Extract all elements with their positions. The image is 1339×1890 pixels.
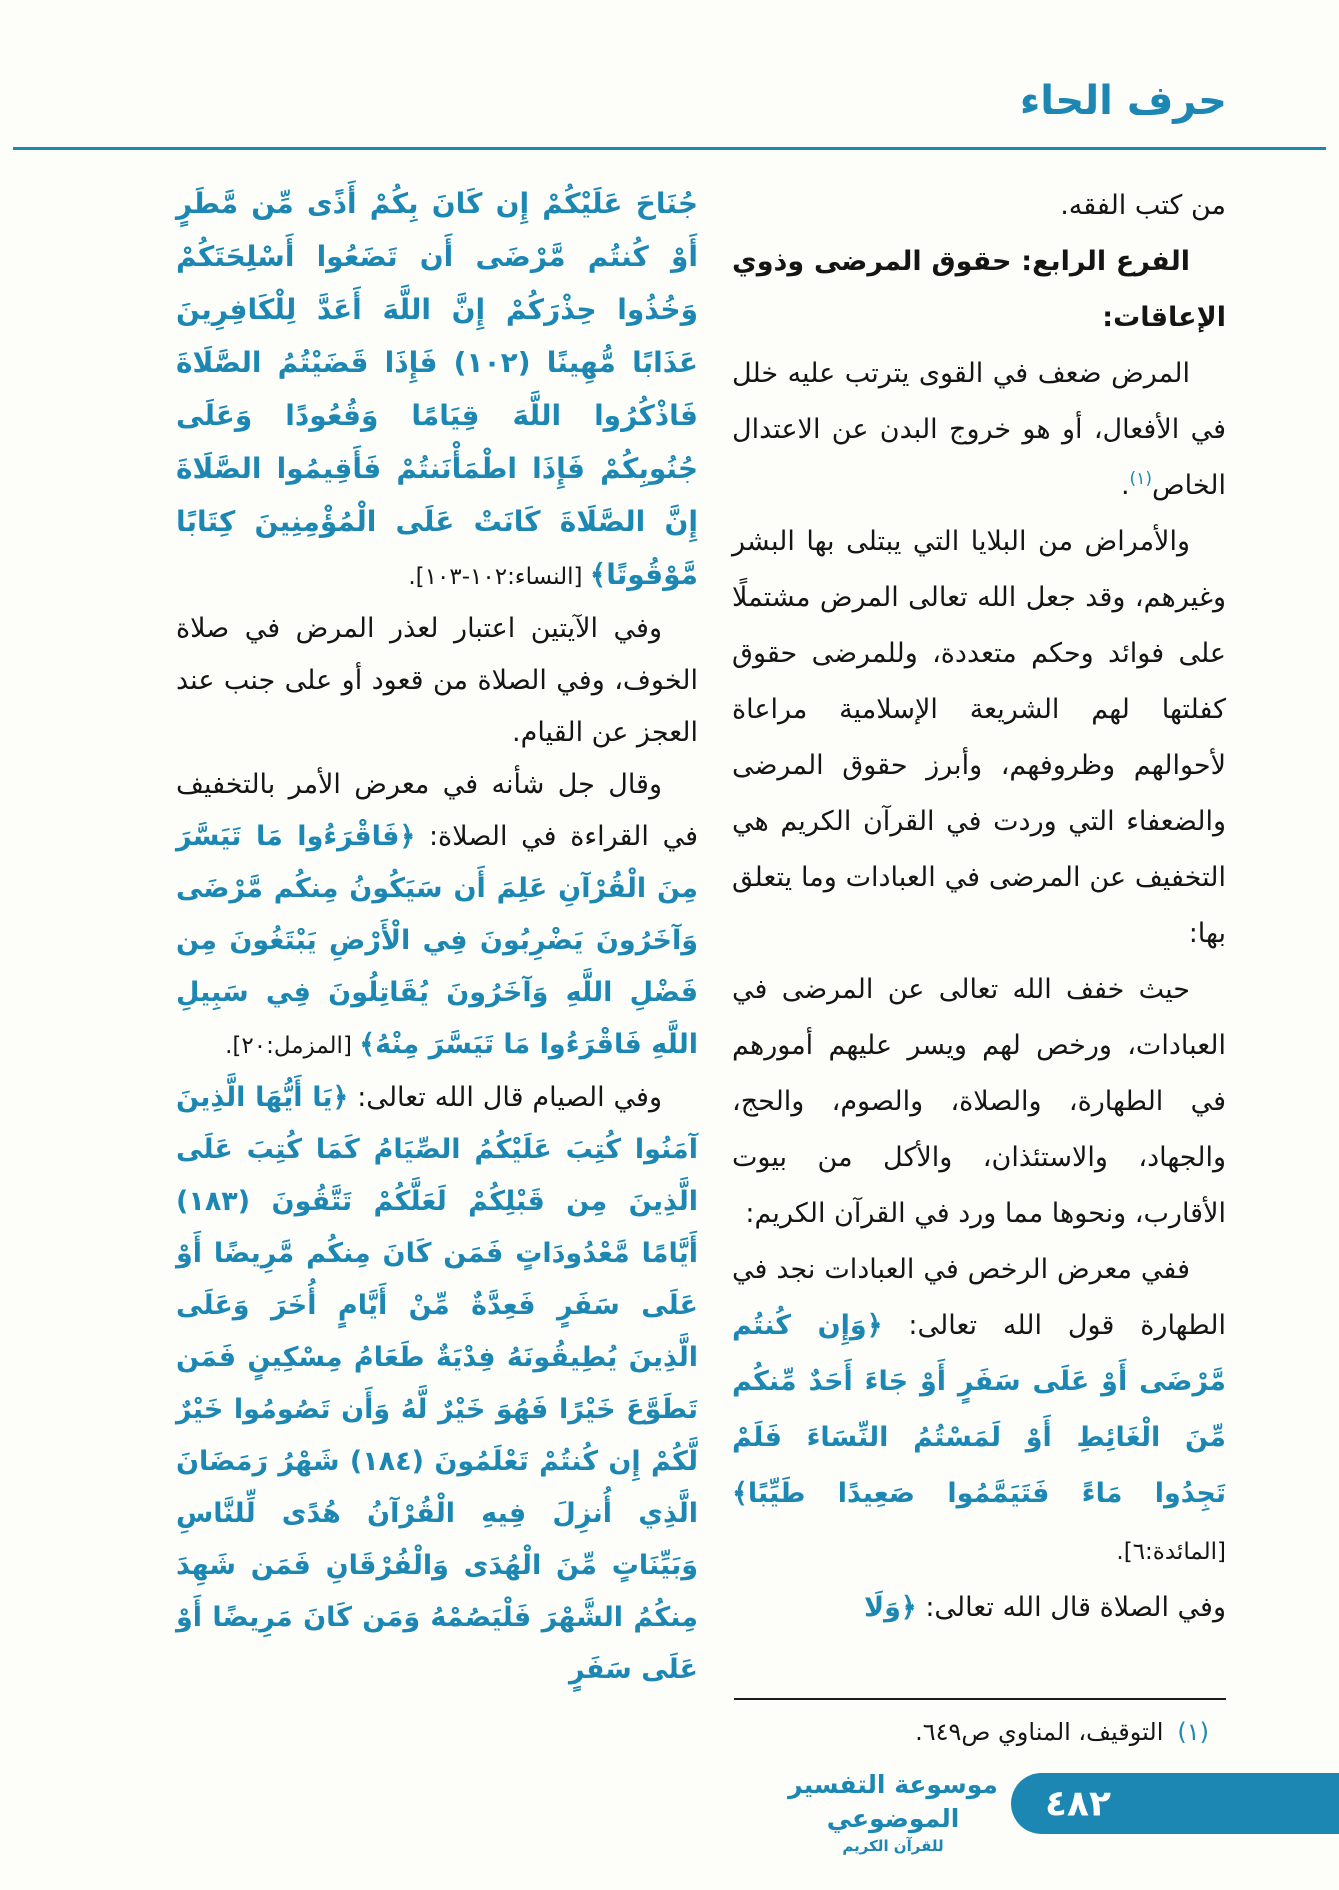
quran-verse: ﴿وَإِن كُنتُم مَّرْضَى أَوْ عَلَى سَفَرٍ أَوْ جَاءَ أَحَدٌ مِّنكُم مِّنَ الْغَائِطِ أَوْ لَمَسْتُمُ النِّسَاءَ فَلَمْ تَجِدُوا مَاءً فَتَيَمَّمُوا صَعِيدًا طَيِّبًا﴾: [732, 1310, 1226, 1509]
publisher-logo-subtitle: للقرآن الكريم: [842, 1837, 944, 1855]
paragraph: [732, 514, 1226, 962]
quran-verse: ﴿فَاقْرَءُوا مَا تَيَسَّرَ مِنَ الْقُرْآنِ عَلِمَ أَن سَيَكُونُ مِنكُم مَّرْضَى وَآخَرُونَ يَضْرِبُونَ فِي الْأَرْضِ يَبْتَغُونَ مِن فَضْلِ اللَّهِ وَآخَرُونَ يُقَاتِلُونَ فِي سَبِيلِ اللَّهِ فَاقْرَءُوا مَا تَيَسَّرَ مِنْهُ﴾: [176, 821, 698, 1060]
header-divider-line: [13, 147, 1326, 150]
publisher-logo-title: موسوعة التفسير الموضوعي: [788, 1770, 998, 1833]
quran-verse: ﴿يَا أَيُّهَا الَّذِينَ آمَنُوا كُتِبَ عَلَيْكُمُ الصِّيَامُ كَمَا كُتِبَ عَلَى الَّذِينَ مِن قَبْلِكُمْ لَعَلَّكُمْ تَتَّقُونَ (١٨٣) أَيَّامًا مَّعْدُودَاتٍ فَمَن كَانَ مِنكُم مَّرِيضًا أَوْ عَلَى سَفَرٍ فَعِدَّةٌ مِّنْ أَيَّامٍ أُخَرَ وَعَلَى الَّذِينَ يُطِيقُونَهُ فِدْيَةٌ طَعَامُ مِسْكِينٍ فَمَن تَطَوَّعَ خَيْرًا فَهُوَ خَيْرٌ لَّهُ وَأَن تَصُومُوا خَيْرٌ لَّكُمْ إِن كُنتُمْ تَعْلَمُونَ (١٨٤) شَهْرُ رَمَضَانَ الَّذِي أُنزِلَ فِيهِ الْقُرْآنُ هُدًى لِّلنَّاسِ وَبَيِّنَاتٍ مِّنَ الْهُدَى وَالْفُرْقَانِ فَمَن شَهِدَ مِنكُمُ الشَّهْرَ فَلْيَصُمْهُ وَمَن كَانَ مَرِيضًا أَوْ عَلَى سَفَرٍ: [176, 1082, 698, 1685]
body-text: وفي الصيام قال الله تعالى:: [348, 1082, 662, 1113]
body-text: وفي الصلاة قال الله تعالى:: [916, 1592, 1226, 1623]
paragraph: [176, 603, 698, 759]
body-text: وقال جل شأنه في معرض الأمر بالتخفيف في القراءة في الصلاة:: [176, 769, 698, 852]
main-column-left: [176, 178, 698, 1696]
main-column-right: [732, 178, 1226, 1636]
heading-text: الفرع الرابع: حقوق المرضى وذوي الإعاقات:: [732, 246, 1226, 333]
body-text: والأمراض من البلايا التي يبتلى بها البشر وغيرهم، وقد جعل الله تعالى المرض مشتملًا على فوائد وحكم متعددة، وللمرضى حقوق كفلتها لهم الشريعة الإسلامية مراعاة لأحوالهم وظروفهم، وأبرز حقوق المرضى والضعفاء التي وردت في القرآن الكريم هي التخفيف عن المرضى في العبادات وما يتعلق بها:: [732, 526, 1226, 949]
body-text: من كتب الفقه.: [1060, 190, 1226, 221]
footnote-text: التوقيف، المناوي ص٦٤٩.: [915, 1718, 1164, 1746]
verse-reference: [المزمل:٢٠].: [225, 1033, 360, 1059]
chapter-title: حرف الحاء: [1019, 78, 1227, 124]
publisher-logo: [783, 1768, 1003, 1856]
section-heading: [732, 234, 1226, 346]
quran-passage: [176, 178, 698, 603]
page-number-badge: [1011, 1773, 1339, 1834]
body-text: وفي الآيتين اعتبار لعذر المرض في صلاة الخوف، وفي الصلاة من قعود أو على جنب عند العجز عن القيام.: [176, 613, 698, 748]
footnote: [731, 1712, 1209, 1752]
paragraph: [732, 962, 1226, 1242]
quran-verse: ﴿وَلَا: [864, 1592, 917, 1623]
verse-reference: [النساء:١٠٢-١٠٣].: [408, 564, 590, 590]
body-text: .: [1120, 470, 1130, 501]
footnote-separator-line: [734, 1698, 1226, 1700]
paragraph: [732, 178, 1226, 234]
paragraph: [732, 1580, 1226, 1636]
paragraph: [732, 346, 1226, 514]
body-text: المرض ضعف في القوى يترتب عليه خلل في الأفعال، أو هو خروج البدن عن الاعتدال الخاص: [732, 358, 1226, 501]
quran-verse: جُنَاحَ عَلَيْكُمْ إِن كَانَ بِكُمْ أَذًى مِّن مَّطَرٍ أَوْ كُنتُم مَّرْضَى أَن تَضَعُوا أَسْلِحَتَكُمْ وَخُذُوا حِذْرَكُمْ إِنَّ اللَّهَ أَعَدَّ لِلْكَافِرِينَ عَذَابًا مُّهِينًا (١٠٢) فَإِذَا قَضَيْتُمُ الصَّلَاةَ فَاذْكُرُوا اللَّهَ قِيَامًا وَقُعُودًا وَعَلَى جُنُوبِكُمْ فَإِذَا اطْمَأْنَنتُمْ فَأَقِيمُوا الصَّلَاةَ إِنَّ الصَّلَاةَ كَانَتْ عَلَى الْمُؤْمِنِينَ كِتَابًا مَّوْقُوتًا﴾: [176, 187, 698, 591]
body-text: حيث خفف الله تعالى عن المرضى في العبادات، ورخص لهم ويسر عليهم أمورهم في الطهارة، والصلاة، والصوم، والحج، والجهاد، والاستئذان، والأكل من بيوت الأقارب، ونحوها مما ورد في القرآن الكريم:: [732, 974, 1226, 1229]
paragraph: [176, 1072, 698, 1696]
page-number: ٤٨٢: [1045, 1783, 1111, 1824]
body-text: ففي معرض الرخص في العبادات نجد في الطهارة قول الله تعالى:: [732, 1254, 1226, 1341]
paragraph: [732, 1242, 1226, 1580]
paragraph: [176, 759, 698, 1072]
footnote-number: (١): [1177, 1718, 1209, 1746]
verse-reference: [المائدة:٦].: [1116, 1539, 1226, 1565]
footnote-reference-mark: (١): [1129, 469, 1152, 489]
